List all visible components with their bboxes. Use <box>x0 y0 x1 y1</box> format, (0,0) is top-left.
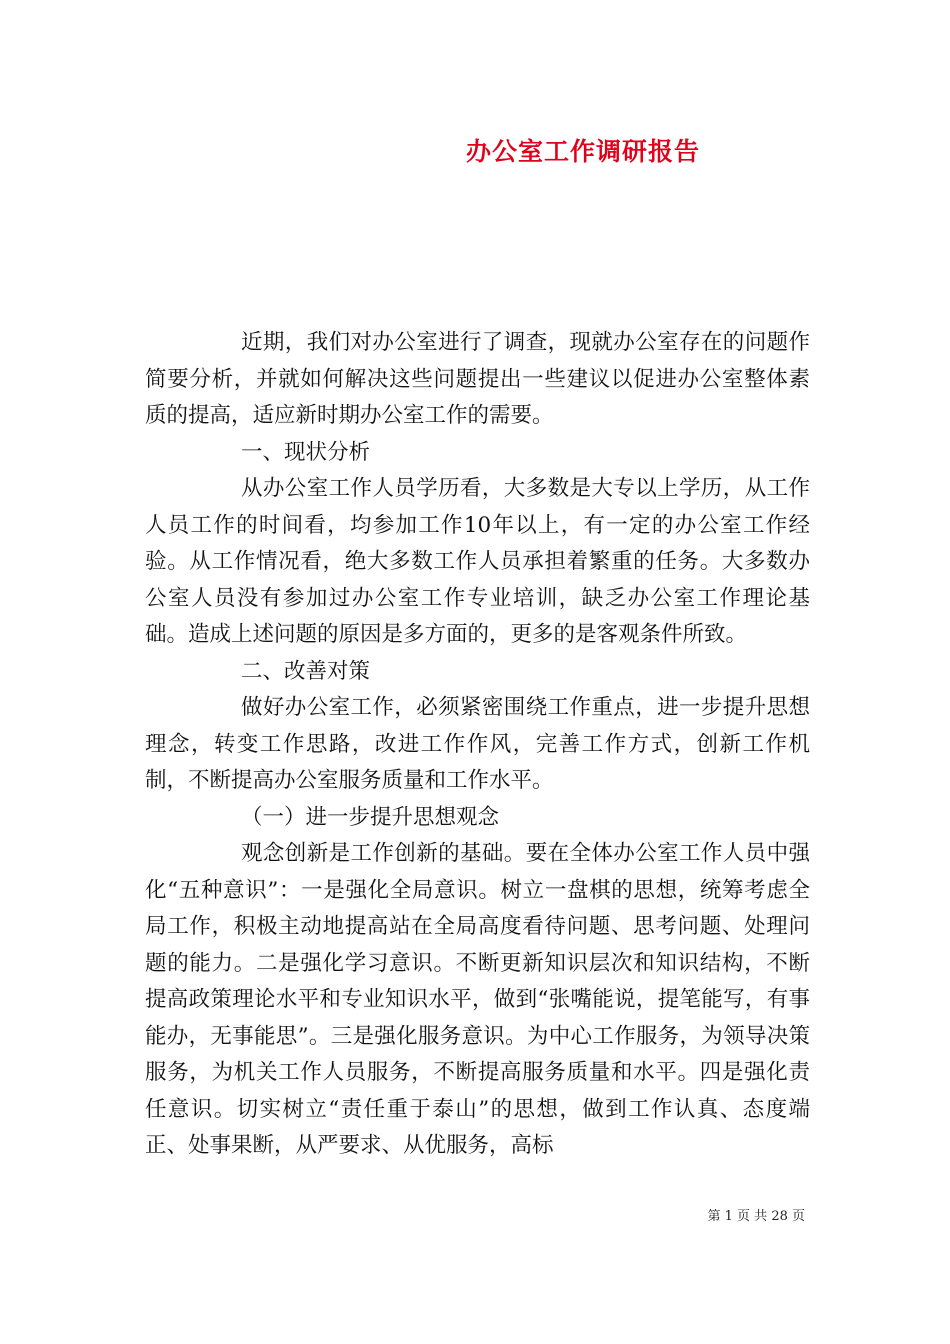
paragraph-status: 从办公室工作人员学历看，大多数是大专以上学历，从工作人员工作的时间看，均参加工作10年以上，有一定的办公室工作经验。从工作情况看，绝大多数工作人员承担着繁重的任务。大多数办公室人员没有参加过办公室工作专业培训，缺乏办公室工作理论基础。造成上述问题的原因是多方面的，更多的是客观条件所致。 <box>145 476 810 647</box>
paragraph-measures: 做好办公室工作，必须紧密围绕工作重点，进一步提升思想理念，转变工作思路，改进工作作风，完善工作方式，创新工作机制，不断提高办公室服务质量和工作水平。 <box>145 695 810 793</box>
document-body <box>145 325 810 1165</box>
subsection-heading-1: （一）进一步提升思想观念 <box>241 804 500 830</box>
paragraph-concept: 观念创新是工作创新的基础。要在全体办公室工作人员中强化“五种意识”：一是强化全局意识。树立一盘棋的思想，统筹考虑全局工作，积极主动地提高站在全局高度看待问题、思考问题、处理问题的能力。二是强化学习意识。不断更新知识层次和知识结构，不断提高政策理论水平和专业知识水平，做到“张嘴能说，提笔能写，有事能办，无事能思”。三是强化服务意识。为中心工作服务，为领导决策服务，为机关工作人员服务，不断提高服务质量和水平。四是强化责任意识。切实树立“责任重于泰山”的思想，做到工作认真、态度端正、处事果断，从严要求、从优服务，高标 <box>145 841 810 1158</box>
page-number-footer: 第 1 页 共 28 页 <box>707 1209 805 1224</box>
section-heading-status: 一、现状分析 <box>241 439 371 465</box>
section-heading-measures: 二、改善对策 <box>241 658 371 684</box>
document-title: 办公室工作调研报告 <box>465 137 700 166</box>
paragraph-intro: 近期，我们对办公室进行了调查，现就办公室存在的问题作简要分析，并就如何解决这些问题提出一些建议以促进办公室整体素质的提高，适应新时期办公室工作的需要。 <box>145 330 810 428</box>
